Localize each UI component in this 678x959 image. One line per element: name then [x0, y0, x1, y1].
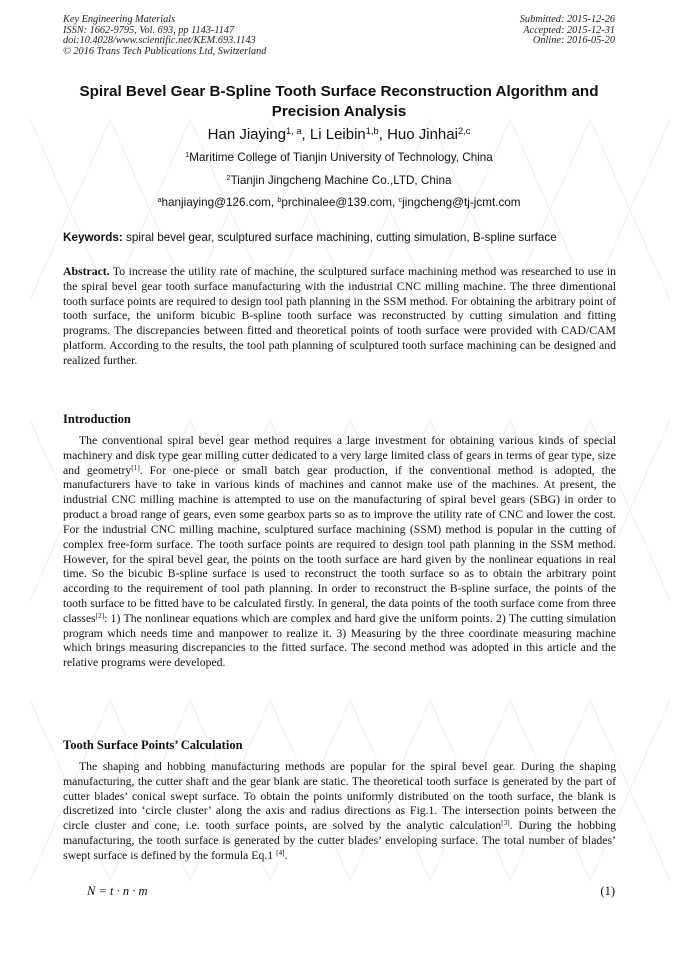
author-affil-sup: 1, a: [286, 125, 302, 136]
section-heading-tooth-surface: Tooth Surface Points’ Calculation: [63, 738, 243, 752]
tooth-surface-paragraph: [63, 760, 616, 864]
keywords-label: Keywords:: [63, 231, 123, 244]
citation-ref[interactable]: [2]: [95, 611, 105, 620]
equation-1: N = t · n · m: [87, 884, 148, 898]
intro-text-1: The conventional spiral bevel gear method requires a large investment for obtaining various kinds of special machinery and disk type gear milling cutter dedicated to a very large limited class of gears in terms of gear type, size and geometry: [63, 434, 616, 477]
equation-number: (1): [600, 884, 615, 898]
affiliation-2: [63, 173, 615, 189]
author-affil-sup: 1,b: [365, 125, 379, 136]
tooth-text-3: .: [284, 848, 288, 862]
author-affil-sup: 2,c: [457, 125, 471, 136]
affiliation-1: [63, 150, 615, 166]
citation-ref[interactable]: [1]: [131, 463, 140, 472]
abstract: [63, 265, 616, 369]
abstract-text: To increase the utility rate of machine, the sculptured surface machining method was researched to use in the spiral bevel gear tooth surface manufacturing with the industrial CNC milling machine. The three dimentional tooth surface points are required to design tool path planning in the SSM method. For obtaining the arbitrary point of tooth surface, the uniform bicubic B-spline tooth surface was reconstructed by cutting simulation and fitting programs. The discrepancies between fitted and theoretical points of tooth surface were provided with CAD/CAM platform. According to the results, the tool path planning of sculptured tooth surface machining can be designed and realized further.: [63, 265, 616, 367]
paper-title: Spiral Bevel Gear B-Spline Tooth Surface Reconstruction Algorithm and Precision Analysis: [79, 83, 599, 120]
doi-line: doi:10.4028/www.scientific.net/KEM.693.1143: [63, 35, 256, 47]
submitted-date: Submitted: 2015-12-26: [519, 14, 615, 25]
journal-header-right: [520, 15, 615, 47]
online-date: Online: 2016-05-20: [532, 35, 615, 47]
email-sup: a: [157, 195, 162, 205]
intro-text-3: : 1) The nonlinear equations which are complex and hard give the uniform points. 2) The cutting simulation program which needs time and manpower to realize it. 3) Measuring by the three coordinate measuring machine which brings measuring discrepancies to the fitted surface. The second method was adopted in this article and the relative programs were developed.: [63, 611, 616, 670]
citation-ref[interactable]: [4]: [276, 848, 285, 857]
introduction-paragraph: [63, 434, 616, 671]
tooth-text-2: . During the hobbing manufacturing, the tooth surface is generated by the cutter blades’ enveloping surface. The total number of blades’ swept surface is defined by the formula Eq.1: [63, 819, 616, 862]
citation-ref[interactable]: [3]: [501, 819, 510, 828]
intro-text-2: . For one-piece or small batch gear production, if the conventional method is adopted, the manufacturers have to take in various kinds of machines and cannot make use of the machines. At present, the industrial CNC milling machine is attempted to use on the manufacturing of spiral bevel gears (SBG) in order to product a broad range of gears, even some gearbox parts so as to improve the utility rate of CNC and lower the cost. For the industrial CNC milling machine, sculptured surface machining (SSM) method is popular in the cutting of complex free-form surface. The tooth surface points are required to design tool path planning in the SSM method. However, for the spiral bevel gear, the points on the tooth surface are hard given by the nonlinear equations in real time. So the bicubic B-spline surface is used to reconstruct the tooth surface so as to obtain the arbitrary point according to the requirement of tool path planning. In order to reconstruct the B-spline surface, the points of the tooth surface to be fitted have to be calculated firstly. In general, the data points of the tooth surface come from three classes: [63, 463, 617, 625]
email-sup: c: [398, 195, 403, 205]
author-list: Han Jiaying$^{1, a}$, Li Leibin$^{1,b}$, Huo Jinhai$^{2,c}$: [207, 125, 471, 143]
affil-sup: 1: [185, 150, 190, 160]
journal-name: Key Engineering Materials: [63, 14, 176, 25]
affil-text: Maritime College of Tianjin University of Technology, China: [189, 151, 493, 164]
keywords: [63, 230, 615, 246]
section-heading-introduction: Introduction: [63, 412, 131, 426]
author-name: Han Jiaying: [207, 126, 287, 143]
tooth-text-1: The shaping and hobbing manufacturing methods are popular for the spiral bevel gear. During the shaping manufacturing, the cutter shaft and the gear blank are static. The theoretical tooth surface is generated by the part of cutter blades’ conical swept surface. To obtain the points uniformly distributed on the tooth surface, the blank is discretized into ‘circle cluster’ along the axis and radius directions as Fig.1. The intersection points between the circle cluster and cone, i.e. tooth surface points, are solved by the analytic calculation: [63, 760, 616, 833]
affil-text: Tianjin Jingcheng Machine Co.,LTD, China: [230, 174, 452, 187]
accepted-date: Accepted: 2015-12-31: [523, 24, 615, 36]
email-line: $^a$hanjiaying@126.com, $^b$prchinalee@139.com, $^c$jingcheng@tj-jcmt.com: [157, 195, 521, 209]
abstract-label: Abstract.: [63, 265, 110, 278]
email-address[interactable]: hanjiaying@126.com: [161, 196, 271, 209]
author-name: Huo Jinhai: [387, 126, 458, 143]
author-name: Li Leibin: [309, 126, 366, 143]
copyright-line: © 2016 Trans Tech Publications Ltd, Switzerland: [63, 45, 267, 57]
email-sup: b: [277, 195, 282, 205]
email-address[interactable]: jingcheng@tj-jcmt.com: [402, 196, 521, 209]
journal-header-left: [63, 15, 266, 57]
issn-line: ISSN: 1662-9795, Vol. 693, pp 1143-1147: [63, 24, 235, 36]
keywords-text: spiral bevel gear, sculptured surface machining, cutting simulation, B-spline surface: [126, 231, 557, 244]
affil-sup: 2: [226, 173, 231, 183]
email-address[interactable]: prchinalee@139.com: [281, 196, 393, 209]
